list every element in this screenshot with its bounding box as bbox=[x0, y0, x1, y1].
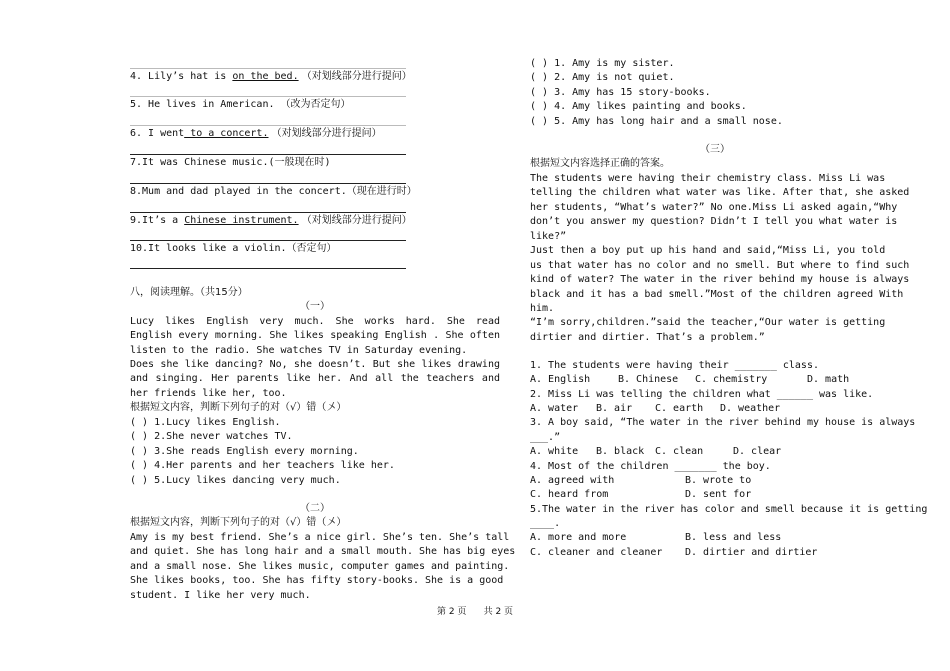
passage-3-heading: （三） bbox=[700, 144, 730, 155]
answer-line bbox=[130, 96, 406, 97]
passage-3-line: Just then a boy put up his hand and said,“Miss Li, you told bbox=[530, 245, 886, 256]
tf-item: ( ) 4.Her parents and her teachers like her. bbox=[130, 460, 395, 471]
section-title: 八，阅读理解。（共15分） bbox=[130, 287, 248, 298]
tf-item: ( ) 2. Amy is not quiet. bbox=[530, 72, 675, 83]
tf-item: ( ) 5. Amy has long hair and a small nose. bbox=[530, 116, 783, 127]
passage-2-line: Amy is my best friend. She’s a nice girl. She’s ten. She’s tall bbox=[130, 532, 510, 543]
passage-2-line: She likes books, too. She has fifty story-books. She is a good bbox=[130, 575, 504, 586]
mc-question-cont: ___.” bbox=[530, 432, 561, 443]
question-instruction: （对划线部分进行提问） bbox=[298, 215, 412, 226]
mc-option: B. Chinese bbox=[618, 374, 679, 385]
passage-2-line: and quiet. She has long hair and a small mouth. She has big eyes bbox=[130, 546, 516, 557]
mc-option: D. dirtier and dirtier bbox=[685, 547, 818, 558]
mc-option: D. clear bbox=[733, 446, 782, 457]
underlined-phrase: to a concert. bbox=[184, 128, 269, 139]
mc-option: C. cleaner and cleaner bbox=[530, 547, 663, 558]
mc-option: C. clean bbox=[655, 446, 704, 457]
passage-3-instruction: 根据短文内容选择正确的答案。 bbox=[530, 158, 670, 169]
passage-1-instruction: 根据短文内容，判断下列句子的对（√）错（〤） bbox=[130, 402, 347, 413]
mc-option: A. more and more bbox=[530, 532, 627, 543]
tf-item: ( ) 3.She reads English every morning. bbox=[130, 446, 359, 457]
tf-item: ( ) 1. Amy is my sister. bbox=[530, 58, 675, 69]
passage-3-line: us that water has no color and no smell. But where to find such bbox=[530, 260, 910, 271]
passage-3-line: The students were having their chemistry class. Miss Li was bbox=[530, 173, 886, 184]
answer-line bbox=[130, 240, 406, 241]
mc-option: C. chemistry bbox=[695, 374, 768, 385]
passage-2-instruction: 根据短文内容，判断下列句子的对（√）错（〤） bbox=[130, 517, 347, 528]
question-8: 8.Mum and dad played in the concert.（现在进行时） bbox=[130, 186, 417, 197]
question-7: 7.It was Chinese music.(一般现在时) bbox=[130, 157, 331, 168]
mc-question: 3. A boy said, “The water in the river behind my house is always bbox=[530, 417, 916, 428]
page-footer: 第 2 页 共 2 页 bbox=[436, 607, 514, 617]
answer-line bbox=[130, 212, 406, 213]
passage-2-line: and a small nose. She likes music, computer games and painting. bbox=[130, 561, 510, 572]
tf-item: ( ) 3. Amy has 15 story-books. bbox=[530, 87, 711, 98]
mc-question: 2. Miss Li was telling the children what ______ was like. bbox=[530, 389, 874, 400]
answer-line bbox=[130, 68, 406, 69]
passage-3-line: her students, “What’s water?” No one.Miss Li asked again,“Why bbox=[530, 202, 898, 213]
underlined-phrase: Chinese instrument. bbox=[184, 215, 299, 226]
mc-option: C. heard from bbox=[530, 489, 609, 500]
passage-3-line: don’t you answer my question? Didn’t I tell you what water is bbox=[530, 216, 898, 227]
answer-line bbox=[130, 183, 406, 184]
mc-question-cont: ____. bbox=[530, 518, 561, 529]
passage-3-line: “I’m sorry,children.”said the teacher,“Our water is getting bbox=[530, 317, 886, 328]
tf-item: ( ) 1.Lucy likes English. bbox=[130, 417, 281, 428]
question-text: 6. I went bbox=[130, 128, 185, 139]
tf-item: ( ) 5.Lucy likes dancing very much. bbox=[130, 475, 341, 486]
passage-3-line: telling the children what water was like. After that, she asked bbox=[530, 187, 910, 198]
mc-option: A. English bbox=[530, 374, 591, 385]
passage-3-line: black and it has a bad smell.”Most of the children agreed With bbox=[530, 289, 904, 300]
passage-2-line: student. I like her very much. bbox=[130, 590, 311, 601]
passage-2-heading: （二） bbox=[300, 503, 330, 514]
tf-item: ( ) 4. Amy likes painting and books. bbox=[530, 101, 747, 112]
mc-question: 5.The water in the river has color and smell because it is getting bbox=[530, 504, 928, 515]
question-10: 10.It looks like a violin.（否定句） bbox=[130, 243, 337, 254]
mc-option: B. air bbox=[596, 403, 633, 414]
passage-3-line: him. bbox=[530, 303, 555, 314]
mc-question: 4. Most of the children _______ the boy. bbox=[530, 461, 771, 472]
mc-question: 1. The students were having their _______ class. bbox=[530, 360, 819, 371]
question-text: 4. Lily’s hat is bbox=[130, 71, 233, 82]
passage-3-line: dirtier and dirtier. That’s a problem.” bbox=[530, 332, 765, 343]
answer-line bbox=[130, 125, 406, 126]
mc-option: D. math bbox=[807, 374, 850, 385]
question-4 bbox=[130, 70, 500, 84]
question-text: 9.It’s a bbox=[130, 215, 185, 226]
passage-3-line: kind of water? The water in the river behind my house is always bbox=[530, 274, 910, 285]
question-instruction: （对划线部分进行提问） bbox=[298, 71, 412, 82]
mc-option: A. white bbox=[530, 446, 579, 457]
passage-1-text: Lucy likes English very much. She works hard. She read English every morning. She likes speaking English . She often listen to the radio. She watches TV in Saturday evening. bbox=[130, 316, 500, 356]
passage-3-line: like?” bbox=[530, 231, 567, 242]
answer-line bbox=[130, 268, 406, 269]
question-5: 5. He lives in American. （改为否定句） bbox=[130, 99, 351, 110]
answer-line bbox=[130, 154, 406, 155]
mc-option: B. less and less bbox=[685, 532, 782, 543]
passage-1-heading: （一） bbox=[300, 301, 330, 312]
mc-option: D. sent for bbox=[685, 489, 752, 500]
passage-1-text-2: Does she like dancing? No, she doesn’t. But she likes drawing and singing. Her parents like her. And all the teachers and her friends like her, too. bbox=[130, 359, 500, 399]
question-9 bbox=[130, 214, 500, 228]
question-6 bbox=[130, 127, 500, 141]
tf-item: ( ) 2.She never watches TV. bbox=[130, 431, 293, 442]
question-instruction: （对划线部分进行提问） bbox=[268, 128, 382, 139]
mc-option: A. water bbox=[530, 403, 579, 414]
underlined-phrase: on the bed. bbox=[232, 71, 299, 82]
mc-option: D. weather bbox=[720, 403, 781, 414]
mc-option: A. agreed with bbox=[530, 475, 615, 486]
mc-option: C. earth bbox=[655, 403, 704, 414]
mc-option: B. wrote to bbox=[685, 475, 752, 486]
mc-option: B. black bbox=[596, 446, 645, 457]
